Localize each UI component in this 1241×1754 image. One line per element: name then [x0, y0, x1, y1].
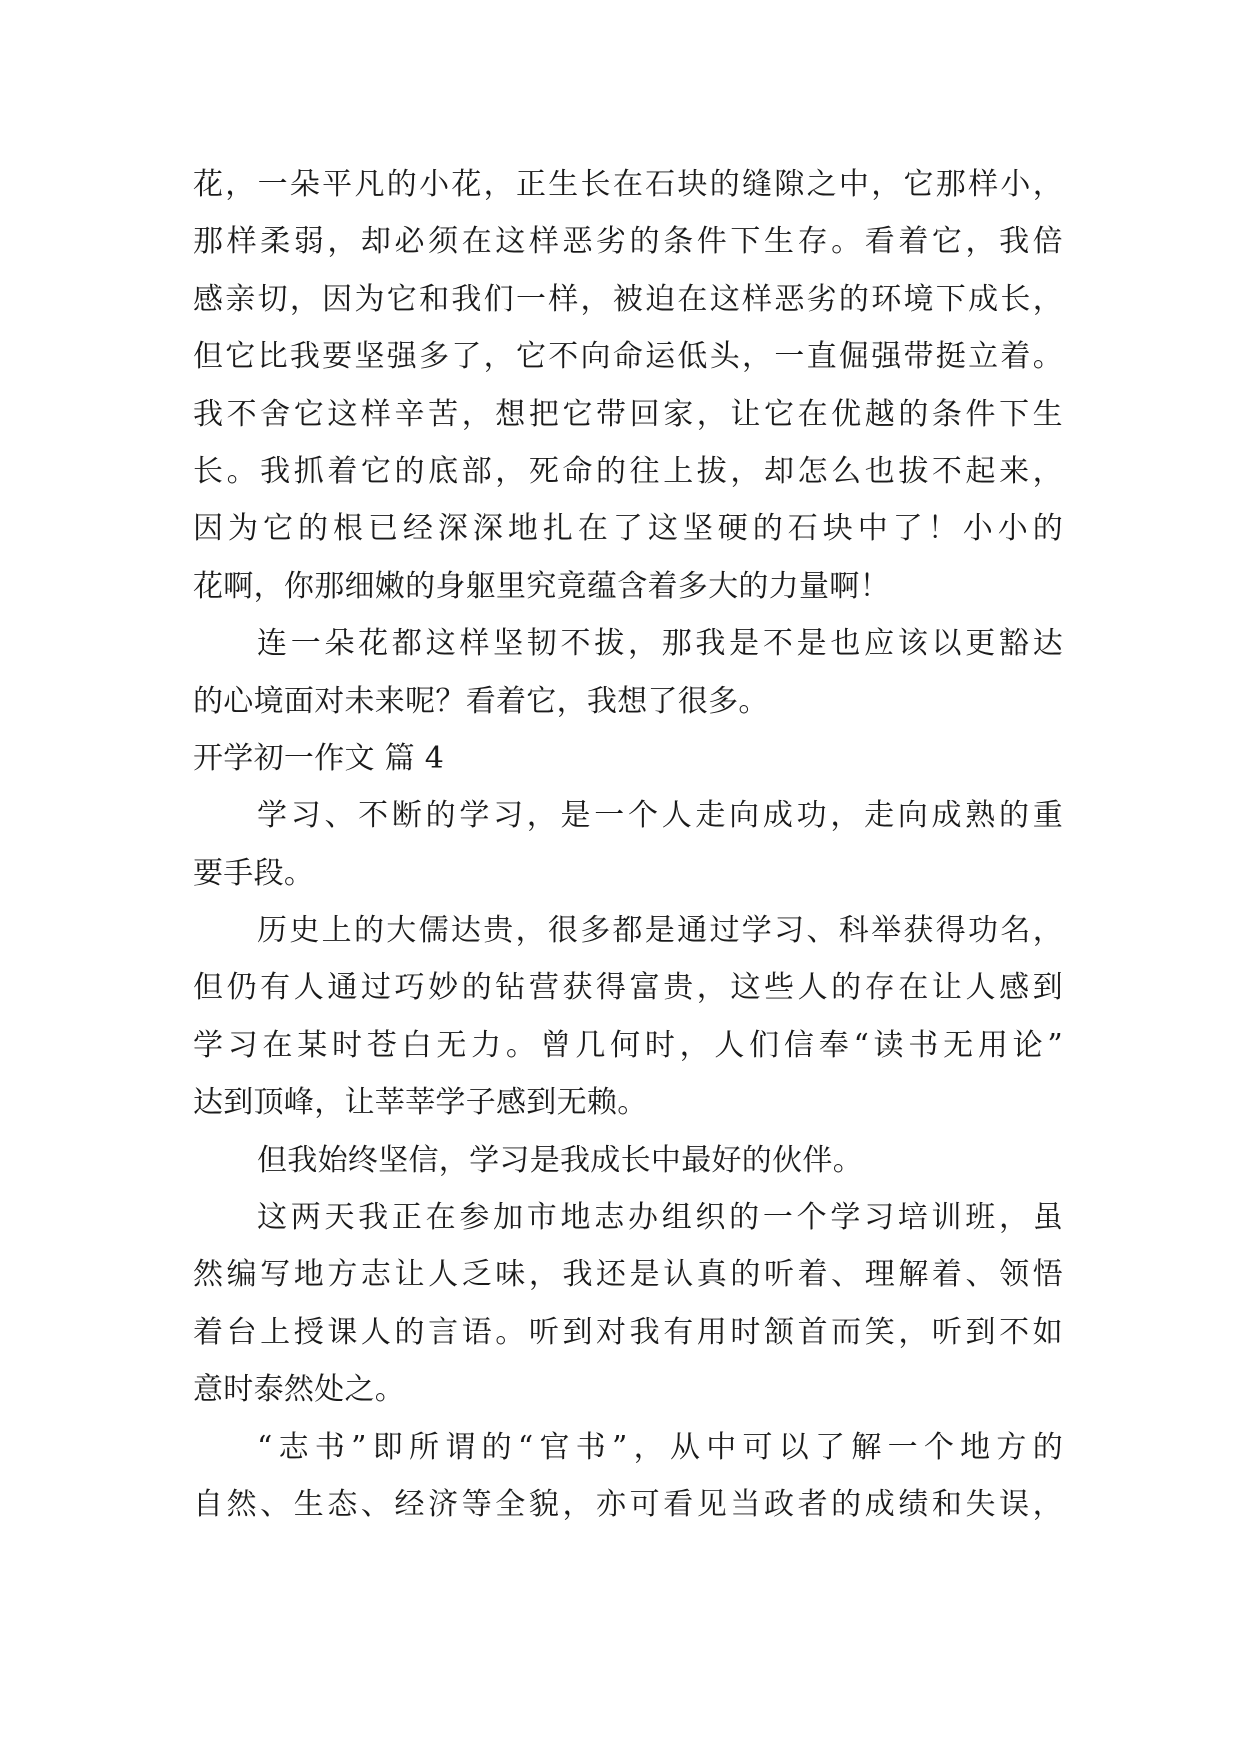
text-line: 连一朵花都这样坚韧不拔，那我是不是也应该以更豁达 — [257, 626, 1063, 662]
paragraph — [193, 787, 1063, 902]
text-line: 自然、生态、经济等全貌，亦可看见当政者的成绩和失误， — [193, 1486, 1063, 1522]
text-line: 学习、不断的学习，是一个人走向成功，走向成熟的重 — [257, 798, 1063, 834]
text-line: 花啊，你那细嫩的身躯里究竟蕴含着多大的力量啊！ — [193, 568, 890, 604]
text-line: 长。我抓着它的底部，死命的往上拔，却怎么也拔不起来， — [193, 453, 1063, 489]
text-line: 学习在某时苍白无力。曾几何时，人们信奉“读书无用论” — [193, 1027, 1063, 1063]
text-line: 感亲切，因为它和我们一样，被迫在这样恶劣的环境下成长， — [193, 281, 1063, 317]
paragraph — [193, 1189, 1063, 1419]
text-line: “志书”即所谓的“官书”，从中可以了解一个地方的 — [257, 1429, 1063, 1465]
text-line: 的心境面对未来呢？看着它，我想了很多。 — [193, 683, 769, 719]
essay-body — [193, 156, 1063, 1533]
text-line: 花，一朵平凡的小花，正生长在石块的缝隙之中，它那样小， — [193, 167, 1063, 202]
text-line: 但我始终坚信，学习是我成长中最好的伙伴。 — [257, 1142, 863, 1178]
paragraph — [193, 615, 1063, 730]
section-title: 开学初一作文 篇 4 — [193, 740, 445, 776]
paragraph — [193, 1419, 1063, 1534]
text-line: 因为它的根已经深深地扎在了这坚硬的石块中了！小小的 — [193, 511, 1063, 547]
text-line: 然编写地方志让人乏味，我还是认真的听着、理解着、领悟 — [193, 1257, 1063, 1293]
paragraph — [193, 1132, 1063, 1189]
paragraph-continuation — [193, 156, 1063, 615]
text-line: 历史上的大儒达贵，很多都是通过学习、科举获得功名， — [257, 913, 1063, 949]
text-line: 但仍有人通过巧妙的钻营获得富贵，这些人的存在让人感到 — [193, 970, 1063, 1006]
text-line: 但它比我要坚强多了，它不向命运低头，一直倔强带挺立着。 — [193, 339, 1063, 375]
text-line: 要手段。 — [193, 855, 315, 891]
text-line: 那样柔弱，却必须在这样恶劣的条件下生存。看着它，我倍 — [193, 224, 1063, 260]
text-line: 我不舍它这样辛苦，想把它带回家，让它在优越的条件下生 — [193, 396, 1063, 432]
section-heading — [193, 730, 1063, 787]
text-line: 意时泰然处之。 — [193, 1372, 406, 1408]
text-line: 达到顶峰，让莘莘学子感到无赖。 — [193, 1085, 648, 1121]
paragraph — [193, 902, 1063, 1132]
text-line: 这两天我正在参加市地志办组织的一个学习培训班，虽 — [257, 1200, 1063, 1236]
text-line: 着台上授课人的言语。听到对我有用时颔首而笑，听到不如 — [193, 1314, 1063, 1350]
